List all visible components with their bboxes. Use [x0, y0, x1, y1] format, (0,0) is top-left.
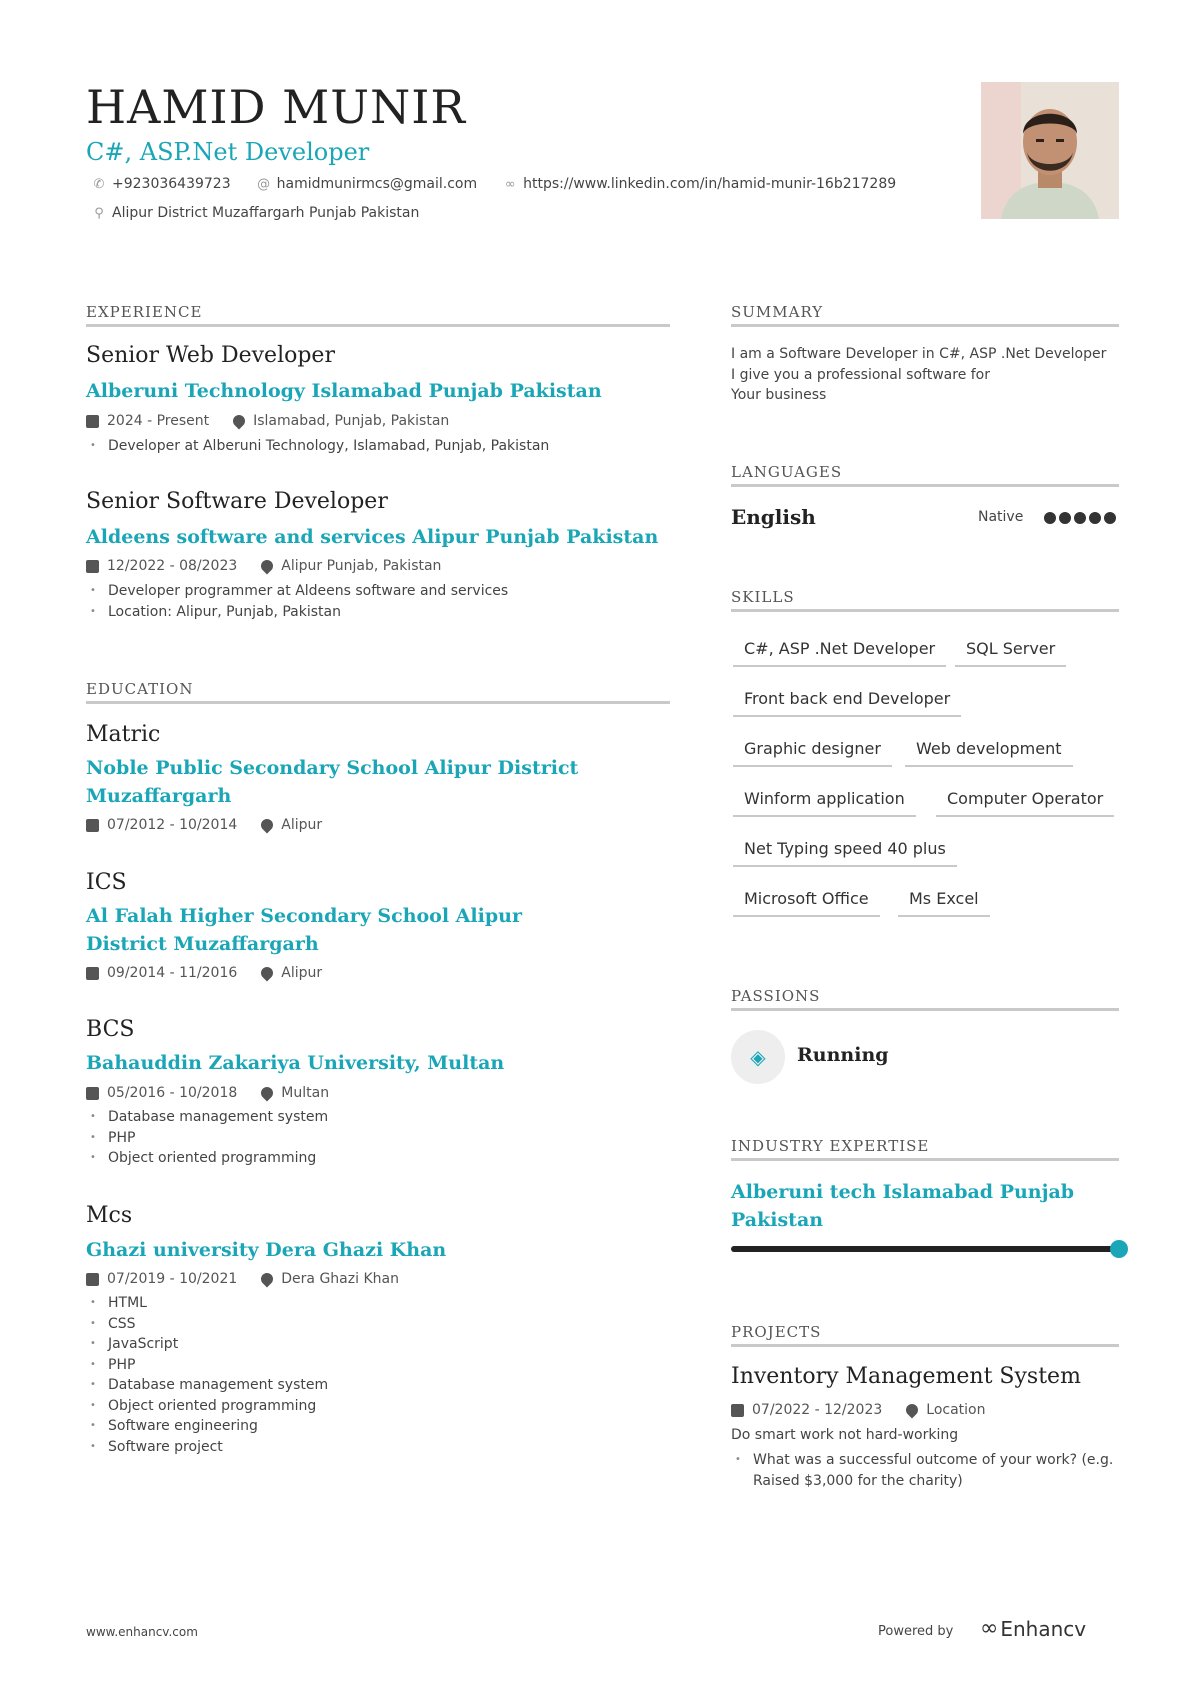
contact-row-1 — [92, 176, 916, 192]
industry-level-knob — [1110, 1240, 1128, 1258]
skills-heading: SKILLS — [731, 588, 795, 606]
job-meta — [86, 558, 441, 574]
phone-icon: ✆ — [93, 176, 105, 192]
education-meta — [86, 965, 322, 981]
project-description: Do smart work not hard-working — [731, 1427, 959, 1443]
job-bullet: • Location: Alipur, Punjab, Pakistan — [86, 602, 508, 623]
skill-tag: Graphic designer — [733, 738, 892, 767]
summary-line: I give you a professional software for — [731, 366, 991, 383]
languages-heading: LANGUAGES — [731, 463, 843, 481]
project-meta — [731, 1402, 986, 1418]
candidate-title: C#, ASP.Net Developer — [86, 138, 370, 166]
profile-photo — [981, 82, 1119, 219]
education-dates: 07/2019 - 10/2021 — [107, 1271, 238, 1287]
summary-line: I am a Software Developer in C#, ASP .Net Developer — [731, 346, 1107, 362]
location-text: Alipur District Muzaffargarh Punjab Pakistan — [112, 205, 420, 221]
proficiency-dot — [1044, 512, 1056, 524]
linkedin-text[interactable]: https://www.linkedin.com/in/hamid-munir-16b217289 — [523, 176, 897, 192]
education-bullets — [86, 1107, 328, 1169]
industry-rule — [731, 1158, 1119, 1161]
location-pin-icon — [259, 558, 276, 575]
brand-name: Enhancv — [1000, 1616, 1087, 1641]
job-bullet: • Developer at Alberuni Technology, Islamabad, Punjab, Pakistan — [86, 436, 549, 457]
phone-text: +923036439723 — [112, 176, 231, 192]
education-meta — [86, 817, 322, 833]
projects-rule — [731, 1344, 1119, 1347]
education-meta — [86, 1085, 329, 1101]
job-location: Alipur Punjab, Pakistan — [281, 558, 442, 574]
education-bullet: • Database management system — [86, 1107, 328, 1128]
skill-tag: Front back end Developer — [733, 688, 961, 717]
project-bullets — [731, 1450, 1121, 1491]
email-text[interactable]: hamidmunirmcs@gmail.com — [276, 176, 478, 192]
industry-name: Alberuni tech Islamabad Punjab Pakistan — [731, 1181, 1075, 1231]
school-name: Ghazi university Dera Ghazi Khan — [86, 1239, 447, 1261]
skill-tag: Net Typing speed 40 plus — [733, 838, 957, 867]
calendar-icon — [731, 1404, 744, 1417]
education-bullet: • Object oriented programming — [86, 1396, 328, 1417]
footer-url[interactable]: www.enhancv.com — [86, 1625, 198, 1639]
summary-heading: SUMMARY — [731, 303, 824, 321]
location-pin-icon — [904, 1402, 921, 1419]
enhancv-logo-icon: ∞ — [980, 1616, 995, 1641]
education-bullet: • JavaScript — [86, 1334, 328, 1355]
experience-rule — [86, 324, 670, 327]
skill-tag: C#, ASP .Net Developer — [733, 638, 946, 667]
passions-rule — [731, 1008, 1119, 1011]
job-bullets — [86, 436, 549, 457]
proficiency-dot — [1059, 512, 1071, 524]
education-bullet: • Database management system — [86, 1375, 328, 1396]
skill-tag: Computer Operator — [936, 788, 1114, 817]
proficiency-dot — [1089, 512, 1101, 524]
language-name: English — [731, 505, 816, 529]
brand-logo[interactable] — [980, 1616, 1086, 1641]
location-pin-icon: ⚲ — [94, 205, 104, 221]
school-name: Noble Public Secondary School Alipur District Muzaffargarh — [86, 757, 579, 807]
education-bullet: • PHP — [86, 1355, 328, 1376]
education-bullets — [86, 1293, 328, 1457]
education-dates: 05/2016 - 10/2018 — [107, 1085, 238, 1101]
project-title: Inventory Management System — [731, 1364, 1081, 1389]
education-dates: 07/2012 - 10/2014 — [107, 817, 238, 833]
passions-heading: PASSIONS — [731, 987, 821, 1005]
skill-tag: Microsoft Office — [733, 888, 880, 917]
language-level: Native — [978, 509, 1024, 525]
degree-title: BCS — [86, 1017, 135, 1042]
calendar-icon — [86, 967, 99, 980]
profile-photo-svg — [981, 82, 1119, 219]
experience-heading: EXPERIENCE — [86, 303, 203, 321]
language-dots — [1044, 512, 1116, 524]
powered-by-label: Powered by — [878, 1624, 954, 1639]
contact-row-2 — [92, 205, 439, 221]
degree-title: ICS — [86, 870, 127, 895]
education-bullet: • HTML — [86, 1293, 328, 1314]
job-dates: 12/2022 - 08/2023 — [107, 558, 238, 574]
education-dates: 09/2014 - 11/2016 — [107, 965, 238, 981]
summary-line: Your business — [731, 387, 827, 403]
industry-level-bar — [731, 1246, 1119, 1252]
school-name: Al Falah Higher Secondary School Alipur District Muzaffargarh — [86, 905, 522, 955]
diamond-icon: ◈ — [731, 1030, 785, 1084]
education-location: Alipur — [281, 965, 323, 981]
calendar-icon — [86, 1087, 99, 1100]
skills-rule — [731, 609, 1119, 612]
education-rule — [86, 701, 670, 704]
industry-level-fill — [731, 1246, 1119, 1252]
calendar-icon — [86, 560, 99, 573]
location-pin-icon — [259, 1271, 276, 1288]
projects-heading: PROJECTS — [731, 1323, 822, 1341]
job-meta — [86, 413, 449, 429]
languages-rule — [731, 484, 1119, 487]
education-location: Alipur — [281, 817, 323, 833]
location-item — [92, 205, 419, 221]
proficiency-dot — [1104, 512, 1116, 524]
calendar-icon — [86, 415, 99, 428]
candidate-name: HAMID MUNIR — [86, 80, 467, 134]
at-icon: @ — [257, 176, 271, 192]
passion-label: Running — [797, 1044, 889, 1066]
link-icon: ∞ — [504, 176, 516, 192]
location-pin-icon — [231, 413, 248, 430]
job-title: Senior Web Developer — [86, 343, 335, 368]
industry-heading: INDUSTRY EXPERTISE — [731, 1137, 930, 1155]
education-location: Dera Ghazi Khan — [281, 1271, 399, 1287]
job-location: Islamabad, Punjab, Pakistan — [253, 413, 450, 429]
skill-tag: SQL Server — [955, 638, 1066, 667]
education-bullet: • Object oriented programming — [86, 1148, 328, 1169]
education-bullet: • Software engineering — [86, 1416, 328, 1437]
education-bullet: • PHP — [86, 1128, 328, 1149]
project-dates: 07/2022 - 12/2023 — [752, 1402, 883, 1418]
skill-tag: Winform application — [733, 788, 916, 817]
job-dates: 2024 - Present — [107, 413, 210, 429]
education-bullet: • Software project — [86, 1437, 328, 1458]
education-meta — [86, 1271, 399, 1287]
degree-title: Mcs — [86, 1203, 133, 1228]
location-pin-icon — [259, 817, 276, 834]
job-bullet: • Developer programmer at Aldeens software and services — [86, 581, 508, 602]
degree-title: Matric — [86, 722, 161, 747]
skill-tag: Web development — [905, 738, 1073, 767]
proficiency-dot — [1074, 512, 1086, 524]
education-bullet: • CSS — [86, 1314, 328, 1335]
calendar-icon — [86, 1273, 99, 1286]
project-location: Location — [926, 1402, 986, 1418]
skill-tag: Ms Excel — [898, 888, 990, 917]
location-pin-icon — [259, 965, 276, 982]
project-bullet: • What was a successful outcome of your work? (e.g. Raised $3,000 for the charity) — [731, 1450, 1121, 1491]
summary-text — [731, 344, 1121, 406]
phone-item — [92, 176, 231, 192]
job-company: Aldeens software and services Alipur Punjab Pakistan — [86, 526, 659, 548]
email-item[interactable] — [257, 176, 478, 192]
job-company: Alberuni Technology Islamabad Punjab Pakistan — [86, 380, 602, 402]
education-location: Multan — [281, 1085, 330, 1101]
job-title: Senior Software Developer — [86, 489, 388, 514]
location-pin-icon — [259, 1085, 276, 1102]
education-heading: EDUCATION — [86, 680, 194, 698]
linkedin-item[interactable] — [503, 176, 896, 192]
job-bullets — [86, 581, 508, 622]
calendar-icon — [86, 819, 99, 832]
school-name: Bahauddin Zakariya University, Multan — [86, 1052, 505, 1074]
summary-rule — [731, 324, 1119, 327]
